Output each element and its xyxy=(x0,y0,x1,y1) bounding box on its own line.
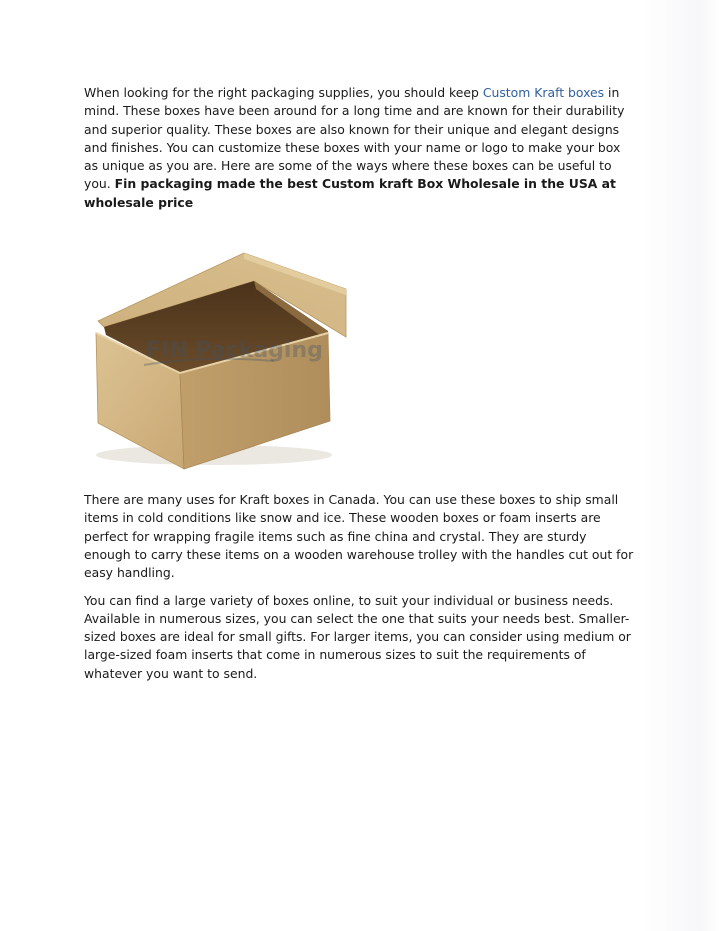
variety-paragraph: You can find a large variety of boxes online, to suit your individual or business needs. Available in numerous sizes, you can select the one that suits your needs best. Smaller-sized boxes are ideal for small gifts. For larger items, you can consider using medium or large-sized foam inserts that come in numerous sizes to suit the requirements of whatever you want to send. xyxy=(84,592,631,681)
kraft-box-illustration xyxy=(84,223,350,479)
intro-paragraph xyxy=(84,84,636,212)
kraft-box-image xyxy=(84,223,350,479)
intro-text-continued: in mind. These boxes have been around for a long time and are known for their durability and superior quality. These boxes are also known for their unique and elegant designs and finishes. You can customize these boxes with your name or logo to make your box as unique as you are. Here are some of the ways where these boxes can be useful to you. xyxy=(84,85,625,192)
custom-kraft-boxes-link[interactable]: Custom Kraft boxes xyxy=(482,85,605,100)
intro-bold-text: Fin packaging made the best Custom kraft Box Wholesale in the USA at wholesale price xyxy=(84,176,616,210)
document-body xyxy=(84,84,636,683)
uses-paragraph: There are many uses for Kraft boxes in Canada. You can use these boxes to ship small items in cold conditions like snow and ice. These wooden boxes or foam inserts are perfect for wrapping fragile items such as fine china and crystal. They are sturdy enough to carry these items on a wooden warehouse trolley with the handles cut out for easy handling. xyxy=(84,492,634,581)
watermark-logo: FIN Packaging xyxy=(146,338,323,364)
intro-text: When looking for the right packaging supplies, you should keep xyxy=(84,85,483,100)
